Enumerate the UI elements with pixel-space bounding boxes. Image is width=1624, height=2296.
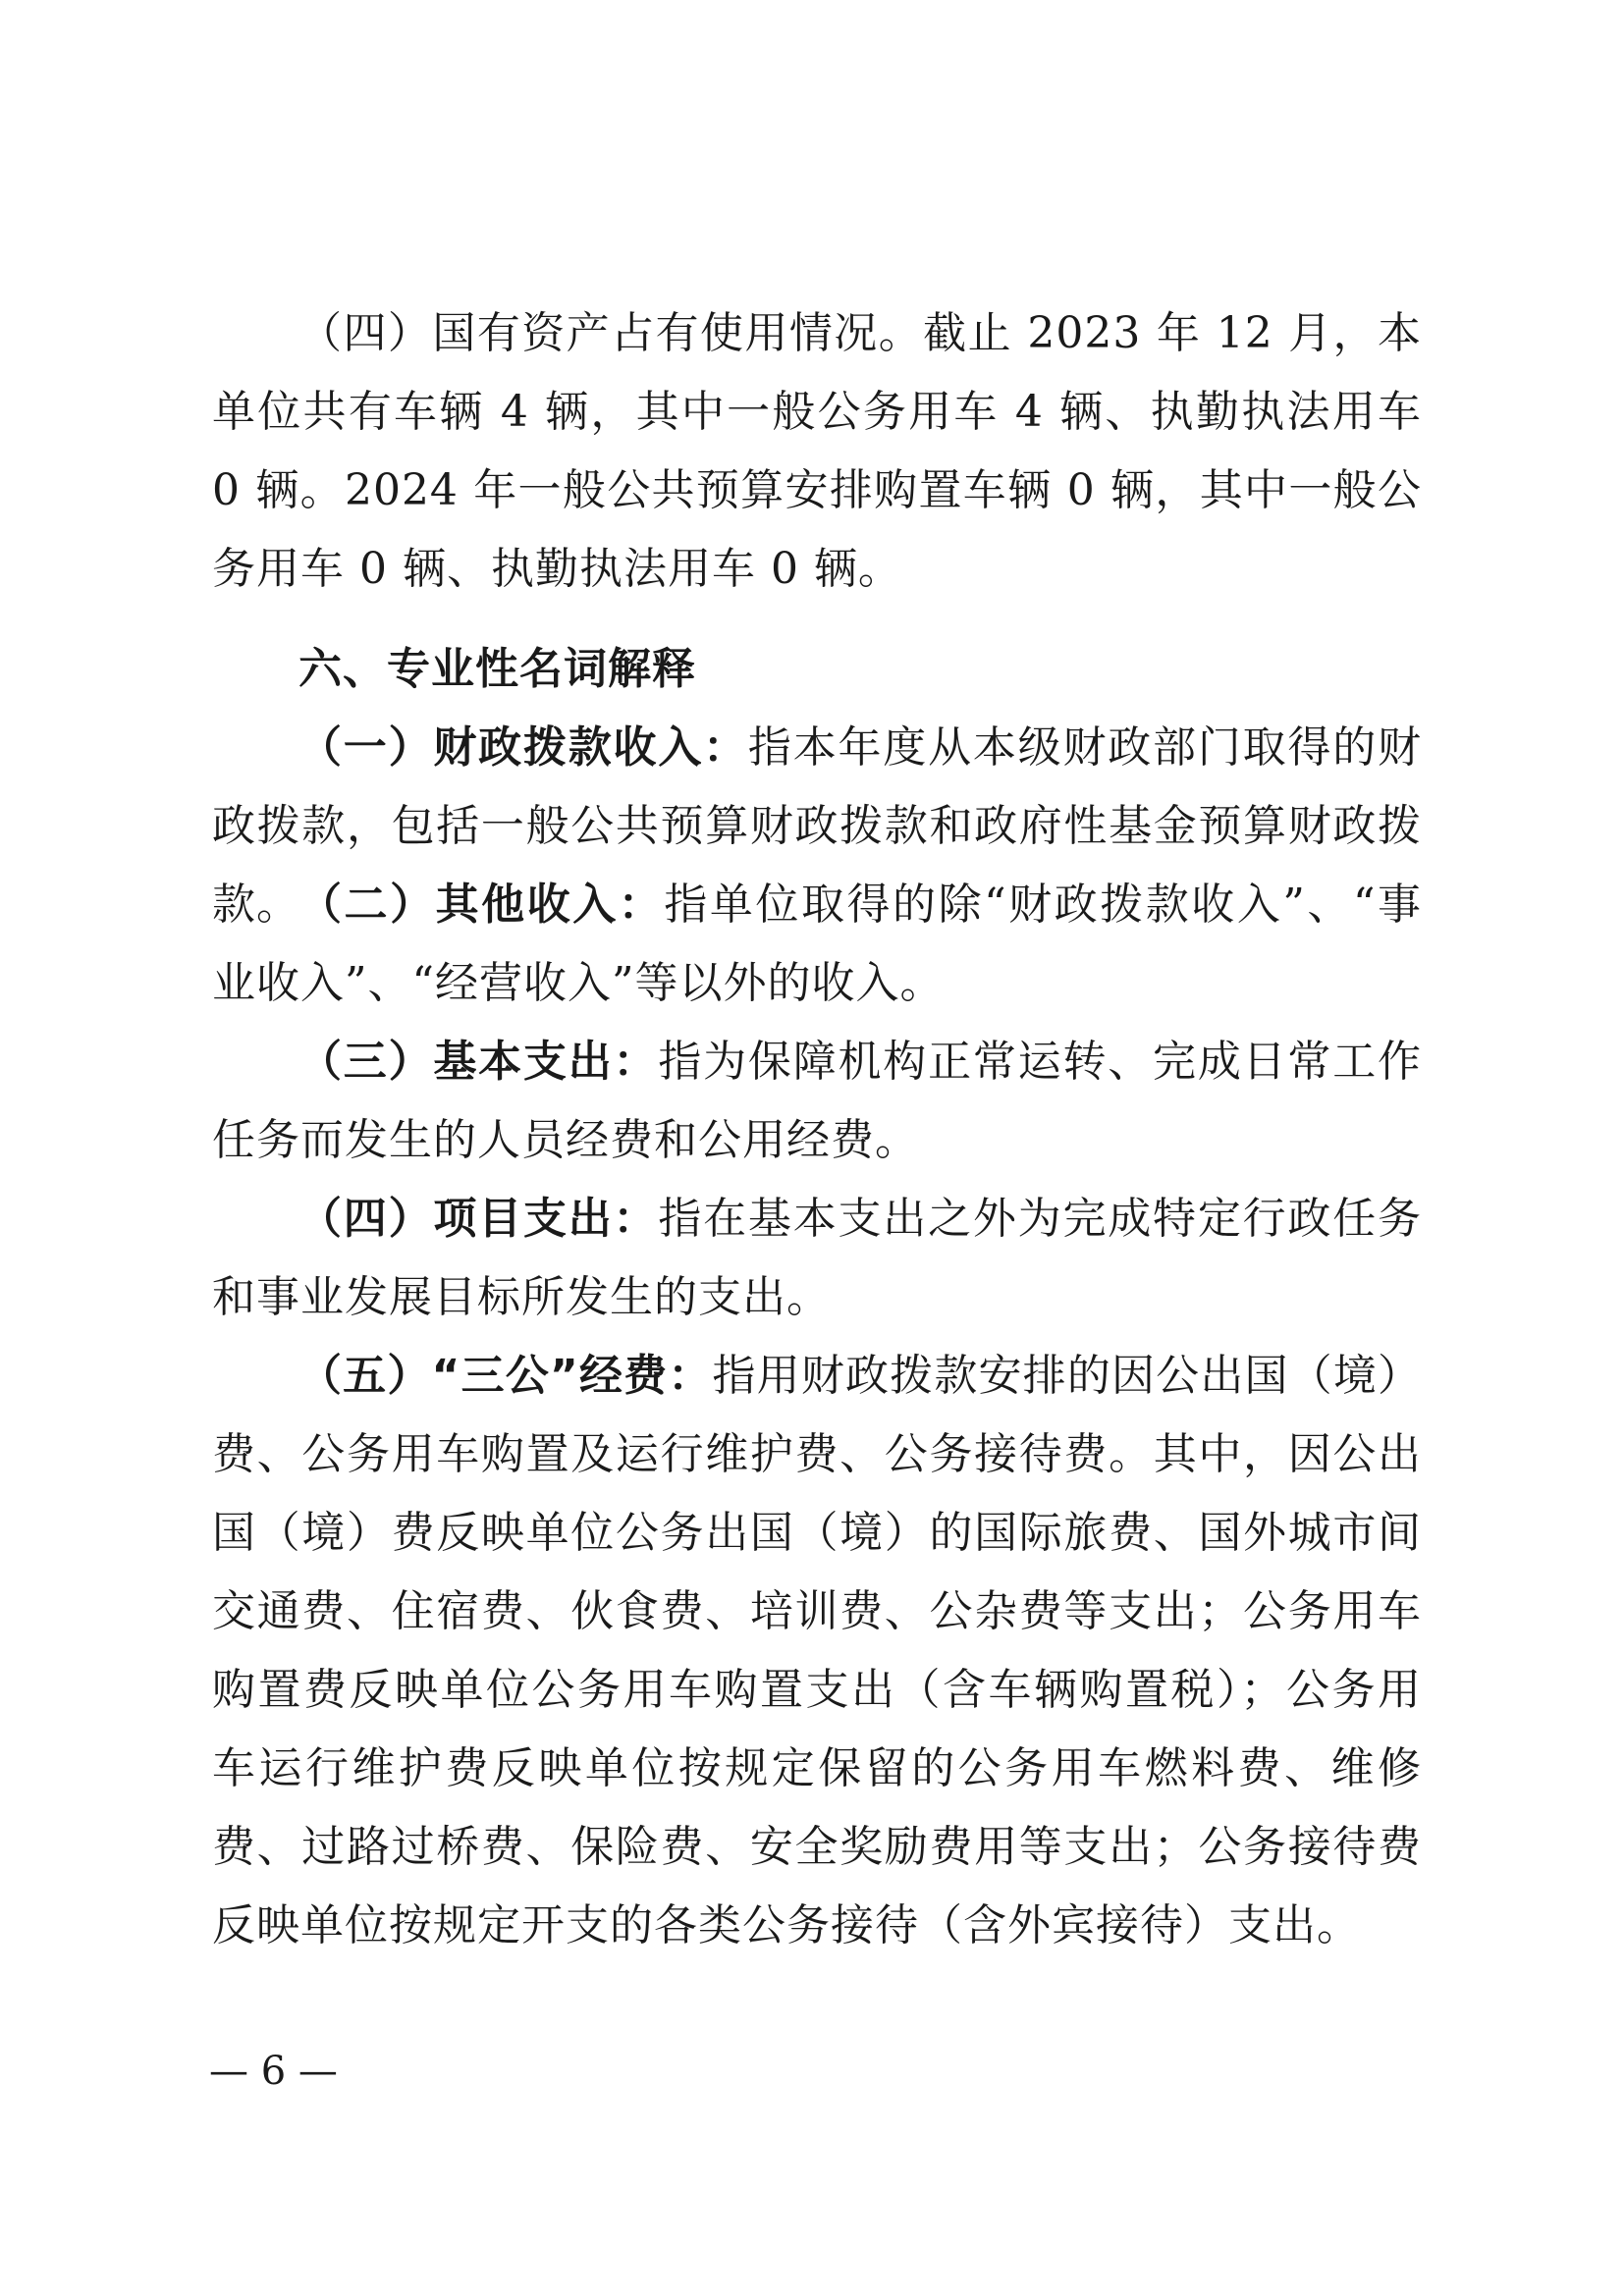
term-label: （五）“三公”经费：: [298, 1351, 713, 1401]
paragraph-state-assets: [212, 294, 1422, 609]
term-label: （四）项目支出：: [298, 1194, 659, 1244]
term-definition: 指为保障机构正常运转、完成日常工作任务而发生的人员经费和公用经费。: [212, 1037, 1423, 1165]
paragraph-text: （四）国有资产占有使用情况。截止 2023 年 12 月，本单位共有车辆 4 辆，其中一般公务用车 4 辆、执勤执法用车 0 辆。2024 年一般公共预算安排购置车辆 0 辆，其中一般公务用车 0 辆、执勤执法用车 0 辆。: [212, 308, 1422, 594]
section-heading: 六、专业性名词解释: [298, 644, 696, 694]
term-definition: 指本年度从本级财政部门取得的财政拨款，包括一般公共预算财政拨款和政府性基金预算财政拨款。: [212, 722, 1423, 930]
page-number: — 6 —: [209, 2049, 338, 2094]
paragraph-three-public-expenses: [212, 1337, 1422, 1965]
term-definition: 指单位取得的除“财政拨款收入”、“事业收入”、“经营收入”等以外的收入。: [212, 880, 1422, 1008]
term-definition: 指在基本支出之外为完成特定行政任务和事业发展目标所发生的支出。: [212, 1194, 1423, 1322]
term-label: （三）基本支出：: [298, 1037, 659, 1087]
term-label: （一）财政拨款收入：: [298, 722, 748, 773]
paragraph-project-expenditure: [212, 1180, 1422, 1337]
paragraph-basic-expenditure: [212, 1023, 1422, 1180]
term-definition: 指用财政拨款安排的因公出国（境）费、公务用车购置及运行维护费、公务接待费。其中，因公出国（境）费反映单位公务出国（境）的国际旅费、国外城市间交通费、住宿费、伙食费、培训费、公杂费等支出；公务用车购置费反映单位公务用车购置支出（含车辆购置税）；公务用车运行维护费反映单位按规定保留的公务用车燃料费、维修费、过路过桥费、保险费、安全奖励费用等支出；公务接待费反映单位按规定开支的各类公务接待（含外宾接待）支出。: [212, 1351, 1422, 1950]
paragraph-other-income: [212, 866, 1422, 1023]
term-label: （二）其他收入：: [298, 880, 665, 930]
